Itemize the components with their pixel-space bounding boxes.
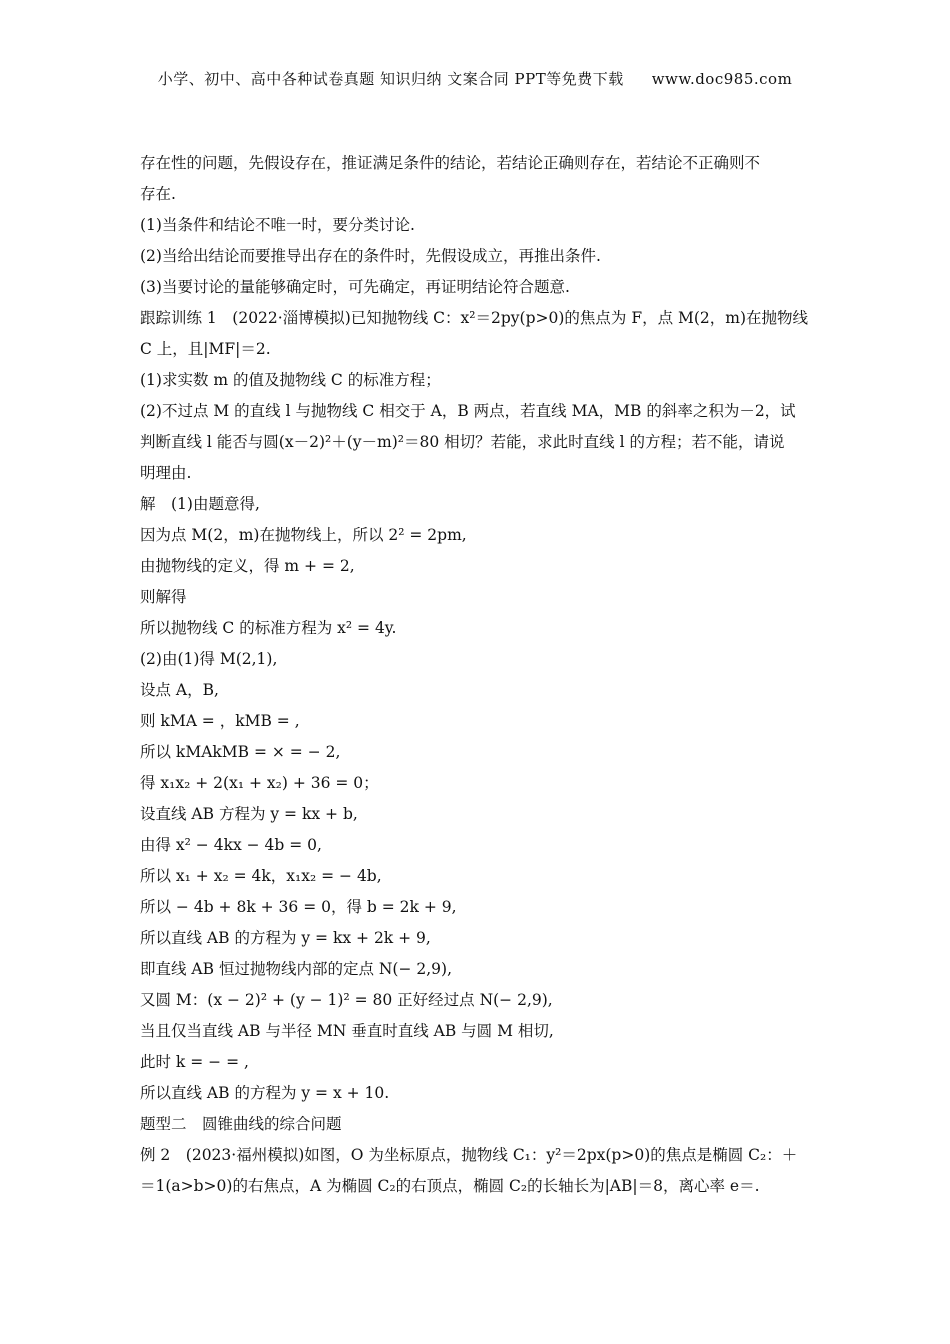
text-line: 明理由. [140, 464, 192, 482]
solution-line: 设点 A，B, [140, 681, 219, 699]
solution-line: 所以 − 4b + 8k + 36 = 0，得 b = 2k + 9, [140, 898, 457, 916]
solution-line: 则 kMA = ，kMB = , [140, 712, 300, 730]
text-line: C 上，且|MF|＝2. [140, 340, 271, 358]
document-body [140, 148, 812, 1202]
exercise-title-line: 跟踪训练 1 (2022·淄博模拟)已知抛物线 C：x²＝2py(p>0)的焦点为 F，点 M(2，m)在抛物线 [140, 309, 809, 327]
solution-line: 即直线 AB 恒过抛物线内部的定点 N(− 2,9), [140, 960, 453, 978]
page-header [0, 68, 950, 89]
text-line: 存在性的问题，先假设存在，推证满足条件的结论，若结论正确则存在，若结论不正确则不 [140, 154, 761, 172]
text-line: (1)求实数 m 的值及抛物线 C 的标准方程； [140, 371, 441, 389]
solution-line: 解 (1)由题意得, [140, 495, 260, 513]
solution-line: 由抛物线的定义，得 m + = 2, [140, 557, 355, 575]
section-heading: 题型二 圆锥曲线的综合问题 [140, 1115, 342, 1133]
solution-line: 由得 x² − 4kx − 4b = 0, [140, 836, 322, 854]
text-line: (1)当条件和结论不唯一时，要分类讨论. [140, 216, 415, 234]
solution-line: 得 x₁x₂ + 2(x₁ + x₂) + 36 = 0； [140, 774, 379, 792]
solution-line: 则解得 [140, 588, 187, 606]
solution-line: (2)由(1)得 M(2,1), [140, 650, 278, 668]
header-site-link[interactable]: www.doc985.com [651, 70, 793, 88]
solution-line: 所以直线 AB 的方程为 y = x + 10. [140, 1084, 390, 1102]
text-line: (2)当给出结论而要推导出存在的条件时，先假设成立，再推出条件. [140, 247, 601, 265]
solution-line: 当且仅当直线 AB 与半径 MN 垂直时直线 AB 与圆 M 相切, [140, 1022, 554, 1040]
text-line: (3)当要讨论的量能够确定时，可先确定，再证明结论符合题意. [140, 278, 570, 296]
text-line: 存在. [140, 185, 176, 203]
solution-line: 设直线 AB 方程为 y = kx + b, [140, 805, 358, 823]
header-text: 小学、初中、高中各种试卷真题 知识归纳 文案合同 PPT等免费下载 [157, 70, 624, 88]
text-line: 判断直线 l 能否与圆(x－2)²＋(y－m)²＝80 相切？若能，求此时直线 l 的方程；若不能，请说 [140, 433, 785, 451]
text-line: (2)不过点 M 的直线 l 与抛物线 C 相交于 A，B 两点，若直线 MA，MB 的斜率之积为－2，试 [140, 402, 796, 420]
example-line: 例 2 (2023·福州模拟)如图，O 为坐标原点，抛物线 C₁：y²＝2px(p>0)的焦点是椭圆 C₂：＋ [140, 1146, 798, 1164]
solution-line: 所以抛物线 C 的标准方程为 x² = 4y. [140, 619, 397, 637]
solution-line: 所以直线 AB 的方程为 y = kx + 2k + 9, [140, 929, 431, 947]
solution-line: 因为点 M(2，m)在抛物线上，所以 2² = 2pm, [140, 526, 467, 544]
solution-line: 所以 kMAkMB = × = − 2, [140, 743, 341, 761]
solution-line: 又圆 M：(x − 2)² + (y − 1)² = 80 正好经过点 N(− 2,9), [140, 991, 553, 1009]
solution-line: 此时 k = − = , [140, 1053, 249, 1071]
example-line: ＝1(a>b>0)的右焦点，A 为椭圆 C₂的右顶点，椭圆 C₂的长轴长为|AB|＝8，离心率 e＝. [140, 1177, 760, 1195]
solution-line: 所以 x₁ + x₂ = 4k，x₁x₂ = − 4b, [140, 867, 382, 885]
